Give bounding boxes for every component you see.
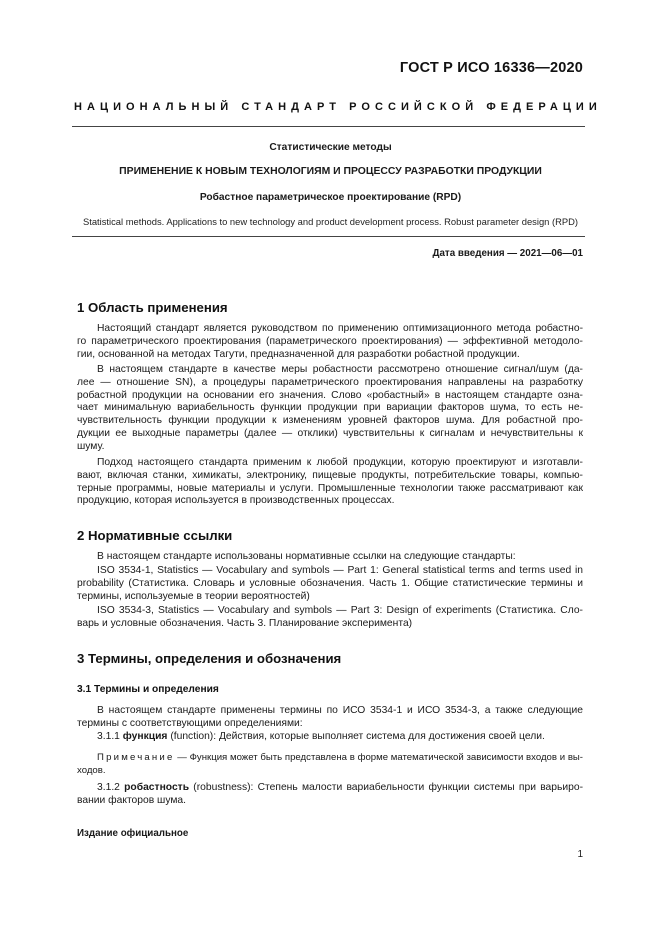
text-line: probability (Статистика. Словарь и условные обозначения. Часть 1. Общие статистические термины и <box>77 577 583 589</box>
text-line: ISO 3534-3, Statistics — Vocabulary and symbols — Part 3: Design of experiments (Статистика. Сло- <box>97 605 583 616</box>
section-2-reference-iso-3534-1 <box>77 565 583 603</box>
text-line: гии, основанной на методах Тагути, предназначенной для разработки робастной продукции. <box>77 348 520 360</box>
text-line: го параметрического проектирования (параметрического проектирования) — эффективной методоло- <box>77 335 583 347</box>
text-line <box>77 782 583 795</box>
section-2-heading: 2 Нормативные ссылки <box>77 528 233 543</box>
subsection-3-1-heading: 3.1 Термины и определения <box>77 684 219 695</box>
national-standard-banner: НАЦИОНАЛЬНЫЙ СТАНДАРТ РОССИЙСКОЙ ФЕДЕРАЦИИ <box>74 101 602 113</box>
text-line: вают, включая станки, химикаты, электронику, пищевые продукты, потребительские товары, компью- <box>77 469 583 481</box>
text-line: продукцию, которая используется в производственных процессах. <box>77 495 395 507</box>
term-3-1-2 <box>77 782 583 808</box>
text-line: термины с соответствующими определениями: <box>77 717 303 729</box>
text-line: ходов. <box>77 764 106 776</box>
text-line: варь и условные обозначения. Часть 3. Планирование эксперимента) <box>77 617 413 629</box>
text-line: ISO 3534-1, Statistics — Vocabulary and symbols — Part 1: General statistical terms and terms used in <box>97 565 583 576</box>
term-definition: (function): Действия, которые выполняет система для достижения своей цели. <box>170 731 545 742</box>
text-line: терные программы, новые материалы и услуги. Промышленные технологии также рассматривают как <box>77 482 583 494</box>
section-2-paragraph-1 <box>77 551 583 564</box>
text-line: В настоящем стандарте в качестве меры робастности рассмотрено отношение сигнал/шум (да- <box>97 364 583 375</box>
term-number: 3.1.2 <box>97 782 120 793</box>
section-1-heading: 1 Область применения <box>77 300 228 315</box>
note-text: — Функция может быть представлена в форме математической зависимости входов и вы- <box>177 752 584 763</box>
section-1-paragraph-3 <box>77 457 583 508</box>
english-title: Statistical methods. Applications to new technology and product development process. Robust parameter design (RPD) <box>82 216 579 227</box>
section-3-heading: 3 Термины, определения и обозначения <box>77 651 342 666</box>
text-line: чает минимальную вариабельность функции продукции при вариации факторов шума, то есть не- <box>77 402 583 414</box>
title-divider <box>72 236 585 237</box>
text-line: В настоящем стандарте применены термины по ИСО 3534-1 и ИСО 3534-3, а также следующие <box>97 705 583 716</box>
text-line: В настоящем стандарте использованы нормативные ссылки на следующие стандарты: <box>97 551 516 562</box>
section-2-reference-iso-3534-3 <box>77 605 583 631</box>
term-name: функция <box>122 731 168 742</box>
document-code: ГОСТ Р ИСО 16336—2020 <box>399 60 583 76</box>
text-line: Подход настоящего стандарта применим к любой продукции, которую проектируют и изготавли- <box>97 457 583 468</box>
top-divider <box>72 126 585 127</box>
subtitle-robust-design: Робастное параметрическое проектирование (RPD) <box>199 192 462 203</box>
text-line: лее — отношение SN), а процедуры параметрического проектирования направлены на разработку <box>77 376 583 388</box>
text-line: Настоящий стандарт является руководством по применению оптимизационного метода робастно- <box>97 323 583 334</box>
text-line: дукции ее выходные параметры (далее — отклики) чувствительны к сигналам и нечувствительны к <box>77 427 583 439</box>
text-line: термины, используемые в теории вероятностей) <box>77 590 310 602</box>
term-name: робастность <box>124 782 190 793</box>
term-3-1-1 <box>77 731 583 744</box>
introduction-date: Дата введения — 2021—06—01 <box>432 248 583 259</box>
page-number: 1 <box>577 849 583 860</box>
main-title: ПРИМЕНЕНИЕ К НОВЫМ ТЕХНОЛОГИЯМ И ПРОЦЕССУ РАЗРАБОТКИ ПРОДУКЦИИ <box>119 166 542 177</box>
term-number: 3.1.1 <box>97 731 120 742</box>
section-1-paragraph-2 <box>77 364 583 453</box>
term-3-1-1-note <box>77 752 583 778</box>
section-1-paragraph-1 <box>77 323 583 361</box>
section-3-paragraph-1 <box>77 705 583 731</box>
text-line: вании факторов шума. <box>77 794 187 806</box>
note-label: Примечание <box>97 752 175 763</box>
term-definition: (robustness): Степень малости вариабельности функции системы при варьиро- <box>193 782 583 793</box>
text-line <box>77 752 583 765</box>
text-line: шуму. <box>77 440 105 452</box>
text-line <box>77 731 583 744</box>
text-line: чувствительность функции продукции к изменениям уровней факторов шума. Для робастной про- <box>77 415 583 426</box>
text-line: робастной продукции на основании его значения. Слово «робастный» в настоящем стандарте озна- <box>77 389 583 401</box>
subtitle-statistical-methods: Статистические методы <box>269 142 392 153</box>
official-edition-note: Издание официальное <box>77 828 189 839</box>
